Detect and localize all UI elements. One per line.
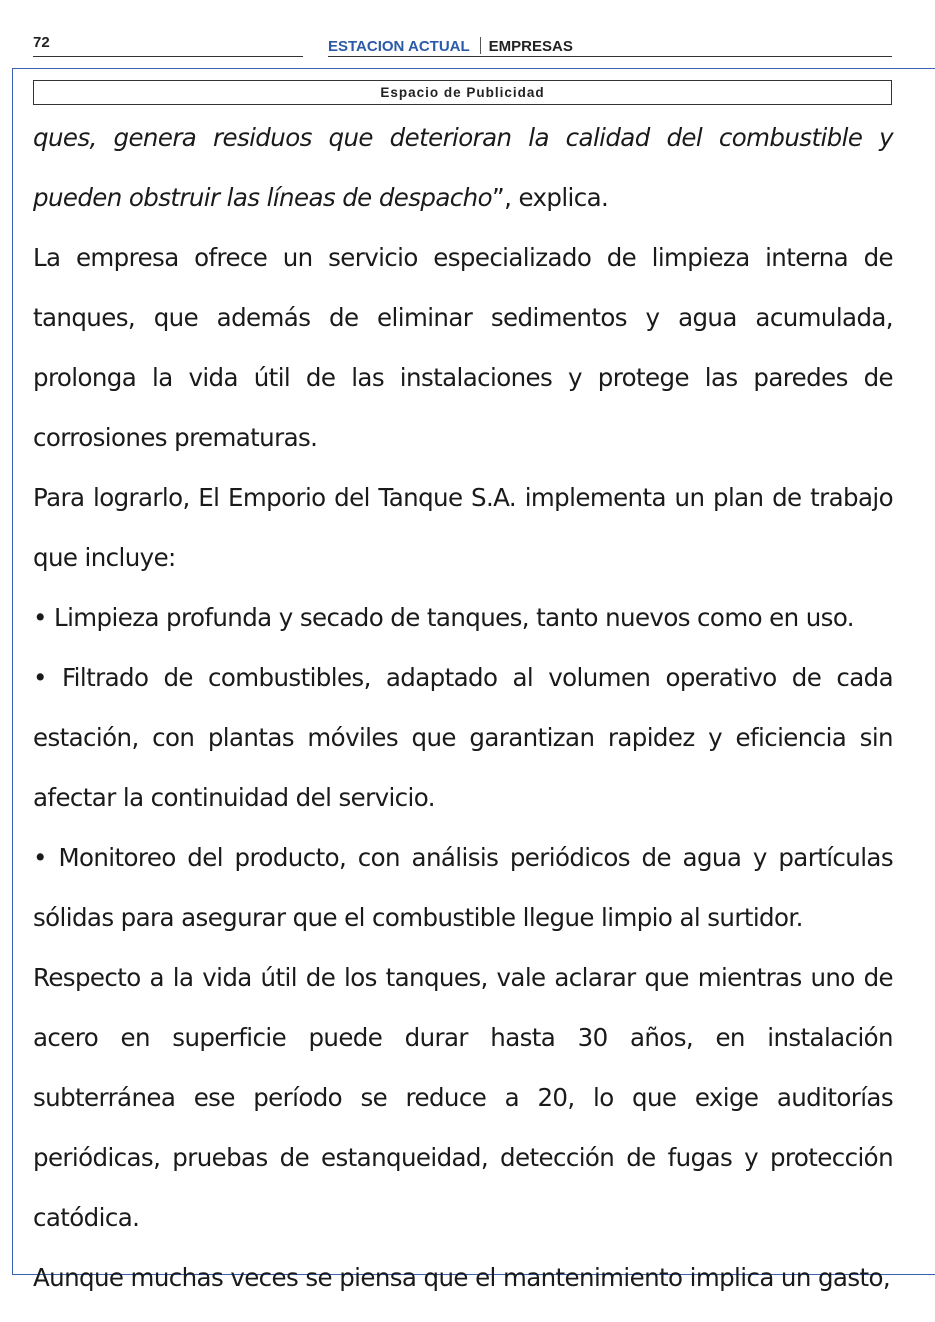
running-header	[328, 37, 573, 55]
paragraph-maintenance: Aunque muchas veces se piensa que el mantenimiento implica un gasto,	[33, 1263, 891, 1292]
paragraph-lifespan: Respecto a la vida útil de los tanques, vale aclarar que mientras uno de acero en superficie puede durar hasta 30 años, en instalación subterránea ese período se reduce a 20, lo que exige auditorías periódicas, pruebas de estanqueidad, detección de fugas y protección catódica.	[33, 963, 893, 1232]
paragraph-service: La empresa ofrece un servicio especializado de limpieza interna de tanques, que además de eliminar sedimentos y agua acumulada, prolonga la vida útil de las instalaciones y protege las paredes de corrosiones prematuras.	[33, 243, 893, 452]
header-separator	[480, 37, 481, 54]
header-rule-left	[33, 56, 303, 57]
paragraph-plan: Para lograrlo, El Emporio del Tanque S.A. implementa un plan de trabajo que incluye:	[33, 483, 893, 572]
quote-attribution: ”, explica.	[491, 183, 609, 212]
advertising-label: Espacio de Publicidad	[33, 80, 892, 105]
bullet-filtering: • Filtrado de combustibles, adaptado al volumen operativo de cada estación, con plantas móviles que garantizan rapidez y eficiencia sin afectar la continuidad del servicio.	[33, 663, 893, 812]
page-number: 72	[33, 34, 50, 51]
quote-italic: ques, genera residuos que deterioran la calidad del combustible y pueden obstruir las líneas de despacho	[33, 123, 893, 212]
header-rule-right	[328, 56, 892, 57]
article-body	[33, 108, 893, 1308]
section-name: EMPRESAS	[488, 38, 573, 55]
paragraph-quote	[33, 108, 893, 228]
bullet-cleaning: • Limpieza profunda y secado de tanques, tanto nuevos como en uso.	[33, 603, 854, 632]
publication-name: ESTACION ACTUAL	[328, 38, 470, 55]
bullet-monitoring: • Monitoreo del producto, con análisis periódicos de agua y partículas sólidas para asegurar que el combustible llegue limpio al surtidor.	[33, 843, 893, 932]
